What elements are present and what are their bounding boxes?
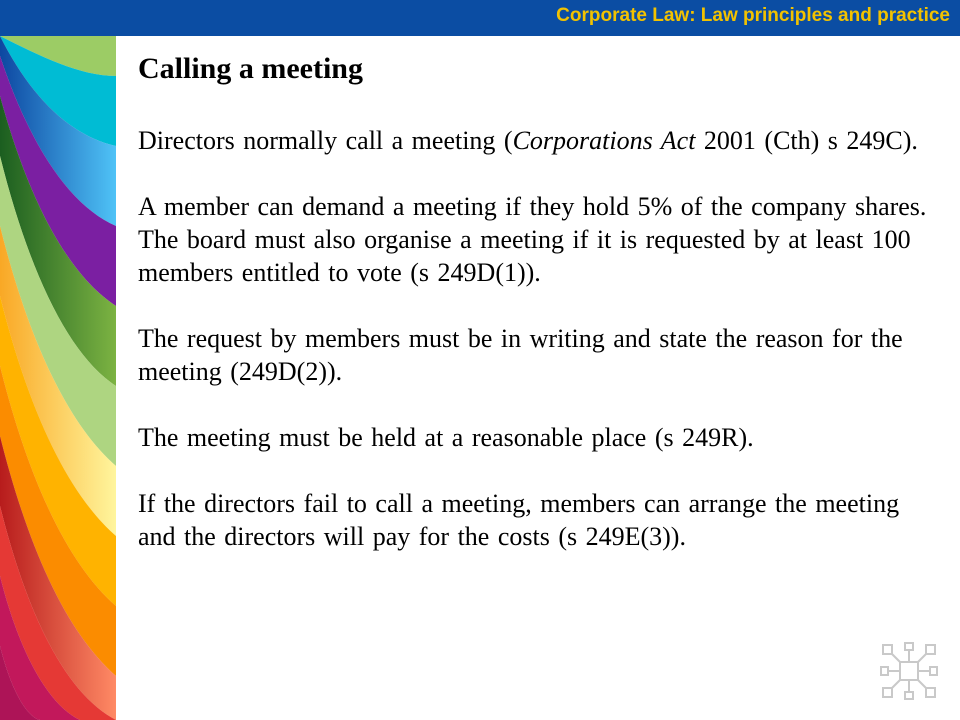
header-bar <box>0 0 960 36</box>
network-nodes-icon <box>880 642 938 700</box>
paragraph-directors-fail: If the directors fail to call a meeting, members can arrange the meeting and the directors will pay for the costs (s 249E(3)). <box>138 489 900 551</box>
slide-content <box>138 46 938 553</box>
paragraph-directors-call <box>138 124 938 157</box>
colorful-paper-art <box>0 36 116 720</box>
act-name: Corporations Act <box>512 126 696 155</box>
paragraph-request-writing: The request by members must be in writing and state the reason for the meeting (249D(2)). <box>138 324 903 386</box>
paragraph-reasonable-place: The meeting must be held at a reasonable place (s 249R). <box>138 423 754 452</box>
text-run: 2001 (Cth) s 249C). <box>695 126 918 155</box>
paragraph-member-demand: A member can demand a meeting if they hold 5% of the company shares. The board must also organise a meeting if it is requested by at least 100 members entitled to vote (s 249D(1)). <box>138 192 927 287</box>
text-run: Directors normally call a meeting ( <box>138 126 513 155</box>
slide-title: Calling a meeting <box>138 52 363 85</box>
header-title: Corporate Law: Law principles and practice <box>556 5 950 26</box>
